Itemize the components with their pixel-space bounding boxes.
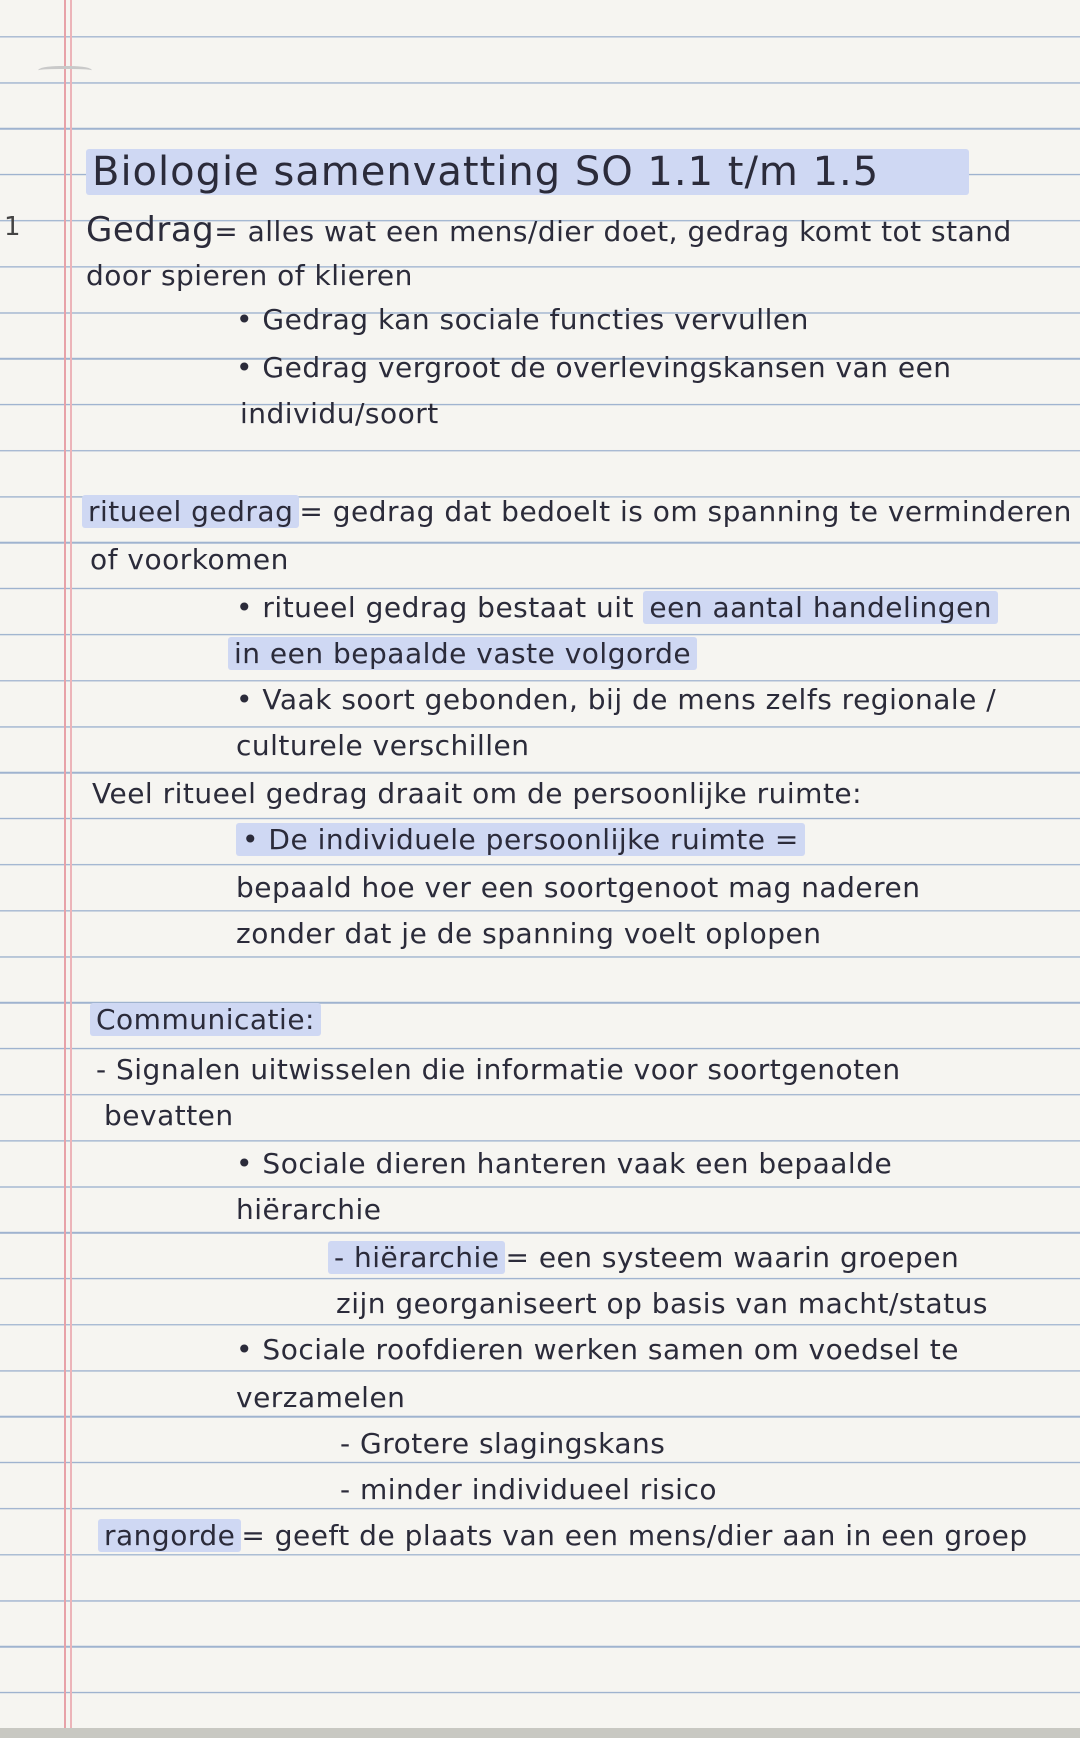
gedrag-bullet-1: • Gedrag kan sociale functies vervullen [236, 303, 809, 336]
rangorde-def: = geeft de plaats van een mens/dier aan in een groep [241, 1519, 1028, 1552]
ritueel-term: ritueel gedrag [82, 495, 299, 528]
ritueel-bullet-1-highlight: een aantal handelingen [643, 591, 998, 624]
communicatie-bullet-2-cont: verzamelen [236, 1381, 406, 1414]
communicatie-bullet-1: • Sociale dieren hanteren vaak een bepaalde [236, 1147, 893, 1180]
title-highlight: Biologie samenvatting SO 1.1 t/m 1.5 [86, 149, 969, 195]
gedrag-def: = alles wat een mens/dier doet, gedrag komt tot stand [214, 215, 1012, 248]
gedrag-bullet-2: • Gedrag vergroot de overlevingskansen van een [236, 351, 952, 384]
gedrag-bullet-2-cont: individu/soort [240, 397, 439, 430]
margin-line [70, 0, 72, 1738]
ruimte-bullet-highlight: • De individuele persoonlijke ruimte = [236, 823, 805, 856]
rangorde-definition [98, 1516, 1028, 1556]
page-number: 1 [4, 212, 21, 242]
ritueel-bullet-1 [236, 588, 998, 628]
sub-item-2: - minder individueel risico [340, 1473, 717, 1506]
ruimte-intro: Veel ritueel gedrag draait om de persoonlijke ruimte: [92, 777, 863, 810]
communicatie-heading [90, 1000, 321, 1040]
ritueel-bullet-2: • Vaak soort gebonden, bij de mens zelfs regionale / [236, 683, 997, 716]
hierarchie-term: - hiërarchie [328, 1241, 505, 1274]
ritueel-def: = gedrag dat bedoelt is om spanning te verminderen [299, 495, 1072, 528]
pencil-mark [38, 66, 92, 77]
ruimte-line-3: zonder dat je de spanning voelt oplopen [236, 917, 822, 950]
ruimte-bullet [236, 820, 805, 860]
rangorde-term: rangorde [98, 1519, 241, 1552]
ruimte-line-2: bepaald hoe ver een soortgenoot mag naderen [236, 871, 921, 904]
communicatie-line-1: - Signalen uitwisselen die informatie voor soortgenoten [96, 1053, 901, 1086]
gedrag-definition [86, 210, 1012, 252]
ritueel-bullet-1-cont [228, 634, 697, 674]
margin-line [64, 0, 66, 1738]
communicatie-term: Communicatie: [90, 1003, 321, 1036]
ritueel-bullet-1-text: • ritueel gedrag bestaat uit [236, 591, 644, 624]
page-bottom-edge [0, 1728, 1080, 1738]
gedrag-term: Gedrag [86, 210, 215, 250]
communicatie-bullet-1-cont: hiërarchie [236, 1193, 382, 1226]
ritueel-bullet-2-cont: culturele verschillen [236, 729, 530, 762]
sub-item-1: - Grotere slagingskans [340, 1427, 666, 1460]
communicatie-line-2: bevatten [104, 1099, 234, 1132]
communicatie-bullet-2: • Sociale roofdieren werken samen om voedsel te [236, 1333, 959, 1366]
ritueel-definition [82, 492, 1072, 532]
ritueel-def-line2: of voorkomen [90, 543, 289, 576]
hierarchie-def: = een systeem waarin groepen [505, 1241, 960, 1274]
hierarchie-def-line2: zijn georganiseert op basis van macht/status [336, 1287, 988, 1320]
page-title [86, 149, 969, 195]
ritueel-bullet-1-cont-highlight: in een bepaalde vaste volgorde [228, 637, 697, 670]
hierarchie-definition [328, 1238, 959, 1278]
gedrag-def-line2: door spieren of klieren [86, 259, 413, 292]
